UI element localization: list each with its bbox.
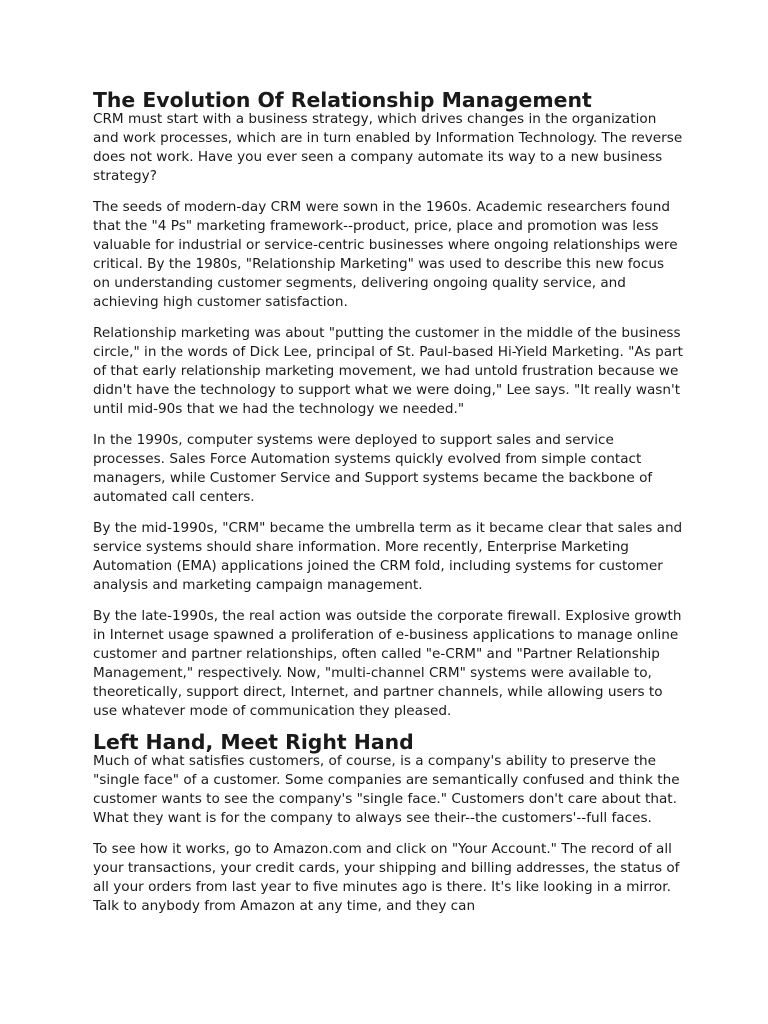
document-page — [93, 88, 683, 928]
paragraph: The seeds of modern-day CRM were sown in the 1960s. Academic researchers found that the "4 Ps" marketing framework--product, price, place and promotion was less valuable for industrial or service-centric businesses where ongoing relationships were critical. By the 1980s, "Relationship Marketing" was used to describe this new focus on understanding customer segments, delivering ongoing quality service, and achieving high customer satisfaction. — [93, 199, 678, 310]
paragraph: By the mid-1990s, "CRM" became the umbrella term as it became clear that sales and service systems should share information. More recently, Enterprise Marketing Automation (EMA) applications joined the CRM fold, including systems for customer analysis and marketing campaign management. — [93, 520, 683, 593]
paragraph: CRM must start with a business strategy, which drives changes in the organization and work processes, which are in turn enabled by Information Technology. The reverse does not work. Have you ever seen a company automate its way to a new business strategy? — [93, 111, 683, 184]
paragraph: In the 1990s, computer systems were deployed to support sales and service processes. Sales Force Automation systems quickly evolved from simple contact managers, while Customer Service and Support systems became the backbone of automated call centers. — [93, 432, 653, 505]
section-heading: Left Hand, Meet Right Hand — [93, 730, 414, 754]
section-evolution — [93, 88, 683, 721]
paragraph: To see how it works, go to Amazon.com and click on "Your Account." The record of all your transactions, your credit cards, your shipping and billing addresses, the status of all your orders from last year to five minutes ago is there. It's like looking in a mirror. Talk to anybody from Amazon at any time, and they can — [93, 841, 680, 914]
section-left-hand-right-hand — [93, 730, 683, 916]
section-heading: The Evolution Of Relationship Management — [93, 88, 592, 112]
paragraph: Relationship marketing was about "putting the customer in the middle of the business circle," in the words of Dick Lee, principal of St. Paul-based Hi-Yield Marketing. "As part of that early relationship marketing movement, we had untold frustration because we didn't have the technology to support what we were doing," Lee says. "It really wasn't until mid-90s that we had the technology we needed." — [93, 325, 683, 417]
paragraph: Much of what satisfies customers, of course, is a company's ability to preserve the "single face" of a customer. Some companies are semantically confused and think the customer wants to see the company's "single face." Customers don't care about that. What they want is for the company to always see their--the customers'--full faces. — [93, 753, 680, 826]
paragraph: By the late-1990s, the real action was outside the corporate firewall. Explosive growth in Internet usage spawned a proliferation of e-business applications to manage online customer and partner relationships, often called "e-CRM" and "Partner Relationship Management," respectively. Now, "multi-channel CRM" systems were available to, theoretically, support direct, Internet, and partner channels, while allowing users to use whatever mode of communication they pleased. — [93, 608, 682, 719]
